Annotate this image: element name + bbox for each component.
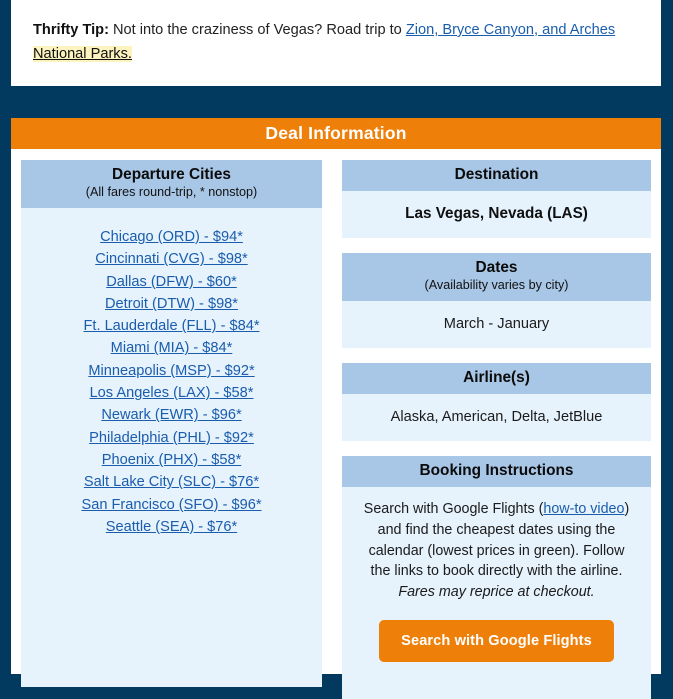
dates-header bbox=[342, 253, 651, 301]
deal-details-column bbox=[342, 160, 651, 674]
dates-title: Dates bbox=[475, 259, 518, 276]
booking-instructions-body bbox=[342, 487, 651, 699]
booking-text-part1: Search with Google Flights ( bbox=[363, 501, 544, 517]
departure-cities-column bbox=[21, 160, 322, 674]
dates-value: March - January bbox=[443, 316, 550, 332]
departure-city-link[interactable]: Chicago (ORD) - $94* bbox=[100, 229, 243, 245]
airlines-panel bbox=[342, 363, 651, 441]
airlines-value: Alaska, American, Delta, JetBlue bbox=[390, 409, 603, 425]
departure-cities-header bbox=[21, 160, 322, 208]
deal-information-content bbox=[11, 149, 661, 674]
departure-city-link[interactable]: Philadelphia (PHL) - $92* bbox=[89, 429, 254, 446]
departure-cities-panel bbox=[21, 160, 322, 687]
booking-instructions-text bbox=[360, 499, 633, 603]
departure-city-link[interactable]: Miami (MIA) - $84* bbox=[110, 340, 233, 357]
dates-subtitle: (Availability varies by city) bbox=[424, 278, 569, 292]
departure-city-link[interactable]: Salt Lake City (SLC) - $76* bbox=[83, 474, 260, 491]
booking-instructions-header bbox=[342, 456, 651, 487]
airlines-header bbox=[342, 363, 651, 394]
dates-body bbox=[342, 301, 651, 348]
departure-cities-title: Departure Cities bbox=[112, 166, 231, 183]
dates-panel bbox=[342, 253, 651, 348]
navy-divider bbox=[0, 86, 673, 118]
national-parks-link-highlighted[interactable]: National Parks. bbox=[33, 46, 132, 62]
destination-panel bbox=[342, 160, 651, 238]
destination-title: Destination bbox=[454, 166, 539, 183]
departure-city-link[interactable]: Detroit (DTW) - $98* bbox=[105, 295, 238, 312]
booking-instructions-panel bbox=[342, 456, 651, 699]
booking-text-part2: ) and find the cheapest dates using the calendar (lowest prices in green). Follow the links to book directly with the airline. bbox=[368, 501, 630, 580]
airlines-body bbox=[342, 394, 651, 441]
departure-city-link[interactable]: Dallas (DFW) - $60* bbox=[106, 273, 237, 290]
departure-cities-list bbox=[21, 208, 322, 687]
destination-body bbox=[342, 191, 651, 238]
destination-value: Las Vegas, Nevada (LAS) bbox=[405, 205, 588, 222]
deal-information-title: Deal Information bbox=[265, 123, 407, 143]
departure-city-link[interactable]: Cincinnati (CVG) - $98* bbox=[95, 251, 248, 268]
how-to-video-link[interactable]: how-to video bbox=[543, 501, 625, 517]
departure-city-link[interactable]: Los Angeles (LAX) - $58* bbox=[89, 385, 254, 402]
cta-container bbox=[360, 620, 633, 662]
departure-city-link[interactable]: San Francisco (SFO) - $96* bbox=[81, 496, 262, 513]
search-with-google-flights-button[interactable]: Search with Google Flights bbox=[379, 620, 614, 662]
departure-city-link[interactable]: Phoenix (PHX) - $58* bbox=[101, 451, 242, 468]
booking-reprice-note: Fares may reprice at checkout. bbox=[398, 584, 595, 601]
departure-city-link[interactable]: Minneapolis (MSP) - $92* bbox=[88, 362, 255, 379]
booking-instructions-title: Booking Instructions bbox=[419, 462, 574, 479]
deal-information-banner bbox=[11, 118, 661, 149]
departure-city-link[interactable]: Newark (EWR) - $96* bbox=[101, 407, 242, 424]
thrifty-tip-label: Thrifty Tip: bbox=[33, 22, 109, 38]
departure-city-link[interactable]: Ft. Lauderdale (FLL) - $84* bbox=[83, 318, 260, 335]
departure-cities-subtitle: (All fares round-trip, * nonstop) bbox=[85, 185, 258, 199]
national-parks-link[interactable]: Zion, Bryce Canyon, and Arches bbox=[405, 22, 616, 38]
destination-header bbox=[342, 160, 651, 191]
thrifty-tip-text bbox=[33, 18, 639, 66]
departure-city-link[interactable]: Seattle (SEA) - $76* bbox=[105, 518, 238, 535]
thrifty-tip-body: Not into the craziness of Vegas? Road trip to bbox=[108, 22, 406, 38]
thrifty-tip-card bbox=[11, 0, 661, 86]
airlines-title: Airline(s) bbox=[463, 369, 530, 386]
